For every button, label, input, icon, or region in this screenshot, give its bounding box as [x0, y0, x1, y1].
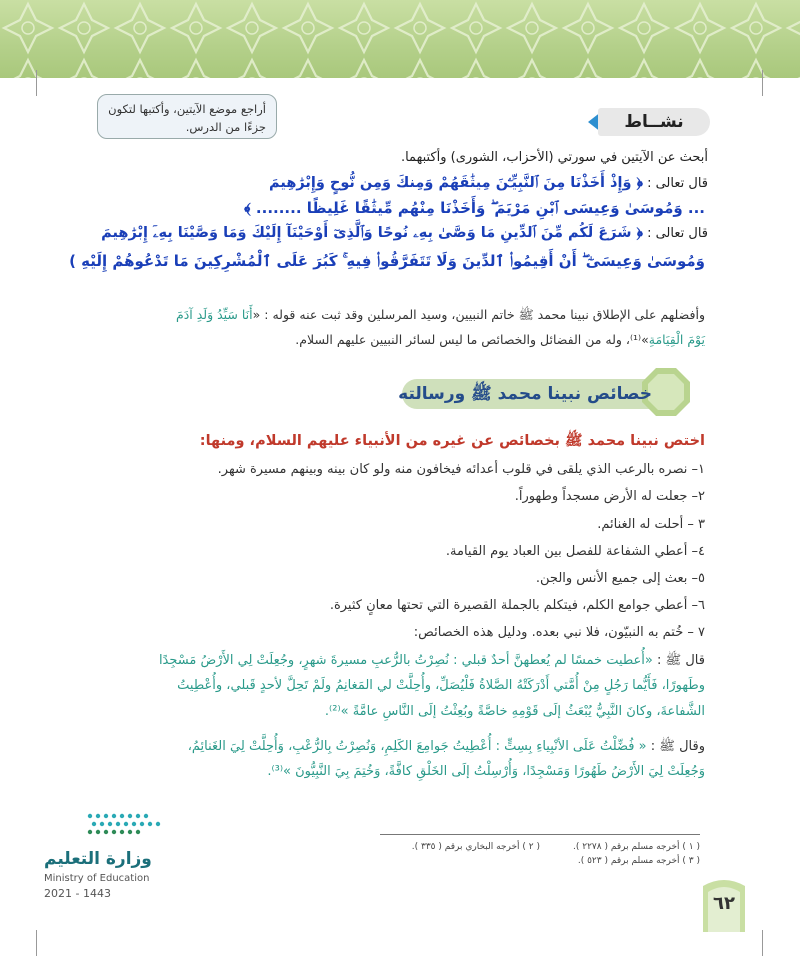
hadith2-prefix: وقال ﷺ : — [650, 739, 705, 754]
verse2-line1 — [101, 225, 708, 241]
crop-mark — [36, 70, 37, 96]
feature-item: ١– نصره بالرعب الذي يلقى في قلوب أعدائه فيخافون منه ولو كان بينه وبينهم مسيرة شهر. — [217, 462, 705, 477]
page-number: ٦٢ — [713, 893, 735, 914]
activity-label: نشــاط — [598, 108, 710, 136]
edition-year: 2021 - 1443 — [44, 887, 111, 900]
feature-item: ٦– أعطي جوامع الكلم، فيتكلم بالجملة القصيرة التي تحتها معانٍ كثيرة. — [329, 598, 705, 613]
hadith2-line1 — [188, 738, 705, 757]
footnote-2: ( ٢ ) أخرجه البخاري برقم ( ٣٣٥ ). — [411, 842, 540, 852]
verse2-text1: ﴿ شَرَعَ لَكُم مِّنَ ٱلدِّينِ مَا وَصَّىٰ بِهِۦ نُوحًا وَٱلَّذِىٓ أَوْحَيْنَآ إِلَيْكَ وَمَا وَصَّيْنَا بِهِۦٓ إِبْرَٰهِيمَ — [101, 225, 643, 241]
hadith2-line2: وَجُعِلَتْ لِيَ الأَرْضُ طَهُورًا وَمَسْجِدًا، وَأُرْسِلْتُ إلَى الخَلْقِ كافَّةً، وَخُتِمَ بِيَ النَّبِيُّونَ »⁽³⁾. — [267, 764, 705, 779]
feature-item: ٢– جعلت له الأرض مسجداً وطهوراً. — [514, 489, 705, 504]
hadith1-prefix: قال ﷺ : — [657, 653, 705, 668]
intro-hadith1: أَنَا سَيِّدُ وَلَدِ آدَمَ — [175, 307, 253, 322]
intro-text1: وأفضلهم على الإطلاق نبينا محمد ﷺ خاتم النبيين، وسيد المرسلين وقد ثبت عنه قوله : « — [252, 307, 705, 322]
intro-line1 — [176, 307, 705, 326]
activity-note — [97, 94, 277, 139]
verse2-line2: وَمُوسَىٰ وَعِيسَىٰٓ ۖ أَنْ أَقِيمُوا۟ ٱلدِّينَ وَلَا تَتَفَرَّقُوا۟ فِيهِ ۚ كَبُرَ عَلَى ٱلْمُشْرِكِينَ مَا تَدْعُوهُمْ إِلَيْهِ ) — [69, 252, 705, 270]
features-heading: اختص نبينا محمد ﷺ بخصائص عن غيره من الأنبياء عليهم السلام، ومنها: — [199, 433, 705, 449]
task-instruction: أبحث عن الآيتين في سورتي (الأحزاب، الشورى) وأكتبهما. — [400, 150, 708, 165]
intro-hadith2: يَوْمَ الْقِيَامَةِ — [648, 332, 705, 347]
feature-item: ٤– أعطي الشفاعة للفصل بين العباد يوم القيامة. — [445, 544, 705, 559]
hadith1-line2: وطَهورًا، فَأَيُّما رَجُلٍ مِنْ أُمَّتي أَدْرَكَتْهُ الصَّلاةُ فَلْيُصَلِّ، وأُحِلَّتْ لي المَغانِمُ ولَمْ تَحِلَّ لأحدٍ قَبلي، وأُعْطِيتُ — [177, 678, 705, 693]
section-title: خصائص نبينا محمد ﷺ ورسالته — [398, 384, 652, 404]
verse1-text1: ﴿ وَإِذْ أَخَذْنَا مِنَ ٱلنَّبِيِّـۧنَ مِيثَٰقَهُمْ وَمِنكَ وَمِن نُّوحٍ وَإِبْرَٰهِيمَ — [269, 175, 643, 191]
crop-mark — [762, 930, 763, 956]
banner-pattern — [0, 0, 800, 78]
top-banner — [0, 0, 800, 78]
verse2-prefix: قال تعالى : — [647, 226, 708, 241]
footnote-3: ( ٣ ) أخرجه مسلم برقم ( ٥٢٣ ). — [577, 856, 700, 866]
hadith2-text1: « فُضِّلْتُ عَلَى الأنْبِياءِ بِسِتٍّ : أُعْطِيتُ جَوامِعَ الكَلِمِ، وَنُصِرْتُ بِالرُّعْبِ، وَأُحِلَّتْ لِيَ الغَنائِمُ، — [187, 739, 647, 754]
verse1-line2: ... وَمُوسَىٰ وَعِيسَى ٱبْنِ مَرْيَمَ ۖ وَأَخَذْنَا مِنْهُم مِّيثَٰقًا غَلِيظًا ........ ﴾ — [244, 199, 705, 217]
verse1-prefix: قال تعالى : — [647, 176, 708, 191]
verse1-line1 — [269, 175, 708, 191]
crop-mark — [762, 70, 763, 96]
feature-item: ٧ – خُتم به النبيّون، فلا نبي بعده. ودليل هذه الخصائص: — [413, 625, 705, 640]
hadith1-text1: «أُعطيت خمسًا لم يُعطهنَّ أحدٌ قبلي : نُصِرْتُ بالرُّعبِ مسيرةَ شهرٍ، وجُعِلَتْ لِي الأَرْضُ مَسْجِدًا — [158, 653, 653, 668]
hadith1-line3: الشَّفاعةَ، وكانَ النَّبِيُّ يُبْعَثُ إلَى قَوْمِهِ خاصَّةً وبُعِثْتُ إلَى النَّاسِ عامَّةً »⁽²⁾. — [324, 704, 705, 719]
activity-note-text: أراجع موضع الآيتين، وأكتبها لتكون جزءًا من الدرس. — [108, 102, 266, 134]
footnote-divider — [380, 834, 700, 835]
hadith1-line1 — [159, 652, 705, 671]
intro-text2: »⁽¹⁾، وله من الفضائل والخصائص ما ليس لسائر النبيين عليهم السلام. — [295, 332, 649, 347]
ministry-name-en: Ministry of Education — [44, 873, 150, 884]
ministry-name-ar: وزارة التعليم — [44, 849, 152, 869]
intro-line2 — [295, 332, 705, 347]
crop-mark — [36, 930, 37, 956]
feature-item: ٣ – أحلت له الغنائم. — [597, 517, 705, 532]
footnote-1: ( ١ ) أخرجه مسلم برقم ( ٢٢٧٨ ). — [573, 842, 700, 852]
feature-item: ٥– بعث إلى جميع الأنس والجن. — [535, 571, 705, 586]
ministry-logo-icon — [84, 808, 166, 842]
